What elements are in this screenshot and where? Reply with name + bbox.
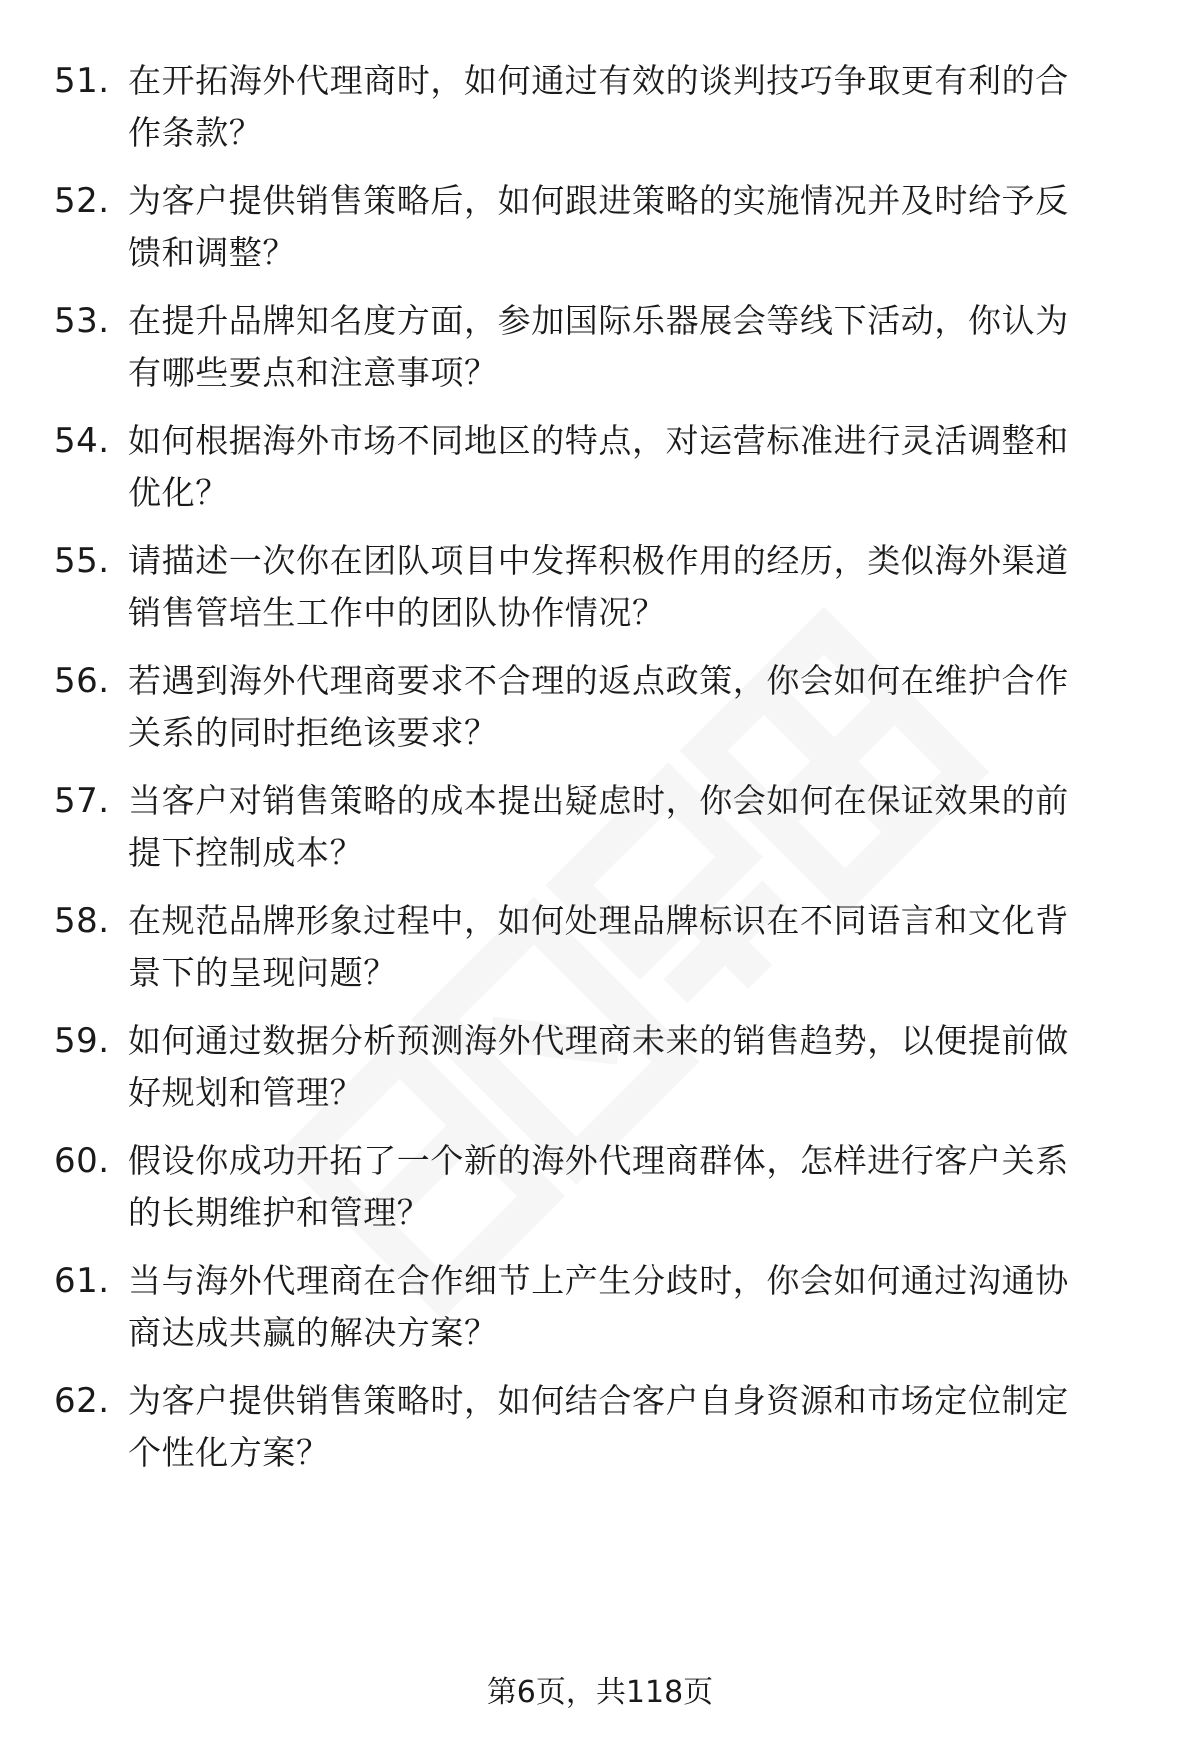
question-item (0, 1135, 1200, 1241)
question-text-line-1: 如何通过数据分析预测海外代理商未来的销售趋势，以便提前做 (128, 1021, 1069, 1060)
question-number: 52. (54, 181, 110, 221)
question-text-line-2: 关系的同时拒绝该要求？ (128, 713, 498, 752)
question-number: 54. (54, 421, 110, 461)
question-item (0, 775, 1200, 881)
question-text-line-2: 作条款？ (128, 113, 263, 152)
question-item (0, 535, 1200, 641)
question-text-line-1: 当与海外代理商在合作细节上产生分歧时，你会如何通过沟通协 (128, 1261, 1069, 1300)
question-number: 55. (54, 541, 110, 581)
question-text-line-2: 个性化方案？ (128, 1433, 330, 1472)
question-text-line-1: 为客户提供销售策略后，如何跟进策略的实施情况并及时给予反 (128, 181, 1069, 220)
question-number: 61. (54, 1261, 110, 1301)
question-number: 57. (54, 781, 110, 821)
question-text-line-1: 如何根据海外市场不同地区的特点，对运营标准进行灵活调整和 (128, 421, 1069, 460)
question-number: 51. (54, 61, 110, 101)
question-text-line-2: 有哪些要点和注意事项？ (128, 353, 498, 392)
question-item (0, 175, 1200, 281)
question-text-line-2: 的长期维护和管理？ (128, 1193, 431, 1232)
question-text-line-2: 好规划和管理？ (128, 1073, 364, 1112)
question-number: 62. (54, 1381, 110, 1421)
question-item (0, 1375, 1200, 1481)
question-item (0, 295, 1200, 401)
question-number: 56. (54, 661, 110, 701)
question-text-line-1: 在规范品牌形象过程中，如何处理品牌标识在不同语言和文化背 (128, 901, 1069, 940)
question-text-line-2: 优化？ (128, 473, 229, 512)
question-text-line-1: 请描述一次你在团队项目中发挥积极作用的经历，类似海外渠道 (128, 541, 1069, 580)
question-item (0, 895, 1200, 1001)
question-item (0, 415, 1200, 521)
question-text-line-2: 馈和调整？ (128, 233, 296, 272)
question-text-line-1: 为客户提供销售策略时，如何结合客户自身资源和市场定位制定 (128, 1381, 1069, 1420)
question-text-line-2: 景下的呈现问题？ (128, 953, 397, 992)
page-indicator: 第6页，共118页 (486, 1675, 714, 1710)
question-number: 59. (54, 1021, 110, 1061)
question-text-line-2: 商达成共赢的解决方案？ (128, 1313, 498, 1352)
question-item (0, 55, 1200, 161)
question-text-line-2: 销售管培生工作中的团队协作情况？ (128, 593, 666, 632)
question-item (0, 1015, 1200, 1121)
question-number: 60. (54, 1141, 110, 1181)
question-number: 53. (54, 301, 110, 341)
question-text-line-1: 若遇到海外代理商要求不合理的返点政策，你会如何在维护合作 (128, 661, 1069, 700)
question-text-line-2: 提下控制成本？ (128, 833, 364, 872)
question-item (0, 1255, 1200, 1361)
question-text-line-1: 在开拓海外代理商时，如何通过有效的谈判技巧争取更有利的合 (128, 61, 1069, 100)
question-item (0, 655, 1200, 761)
question-text-line-1: 当客户对销售策略的成本提出疑虑时，你会如何在保证效果的前 (128, 781, 1069, 820)
question-text-line-1: 假设你成功开拓了一个新的海外代理商群体，怎样进行客户关系 (128, 1141, 1069, 1180)
question-text-line-1: 在提升品牌知名度方面，参加国际乐器展会等线下活动，你认为 (128, 301, 1069, 340)
question-number: 58. (54, 901, 110, 941)
